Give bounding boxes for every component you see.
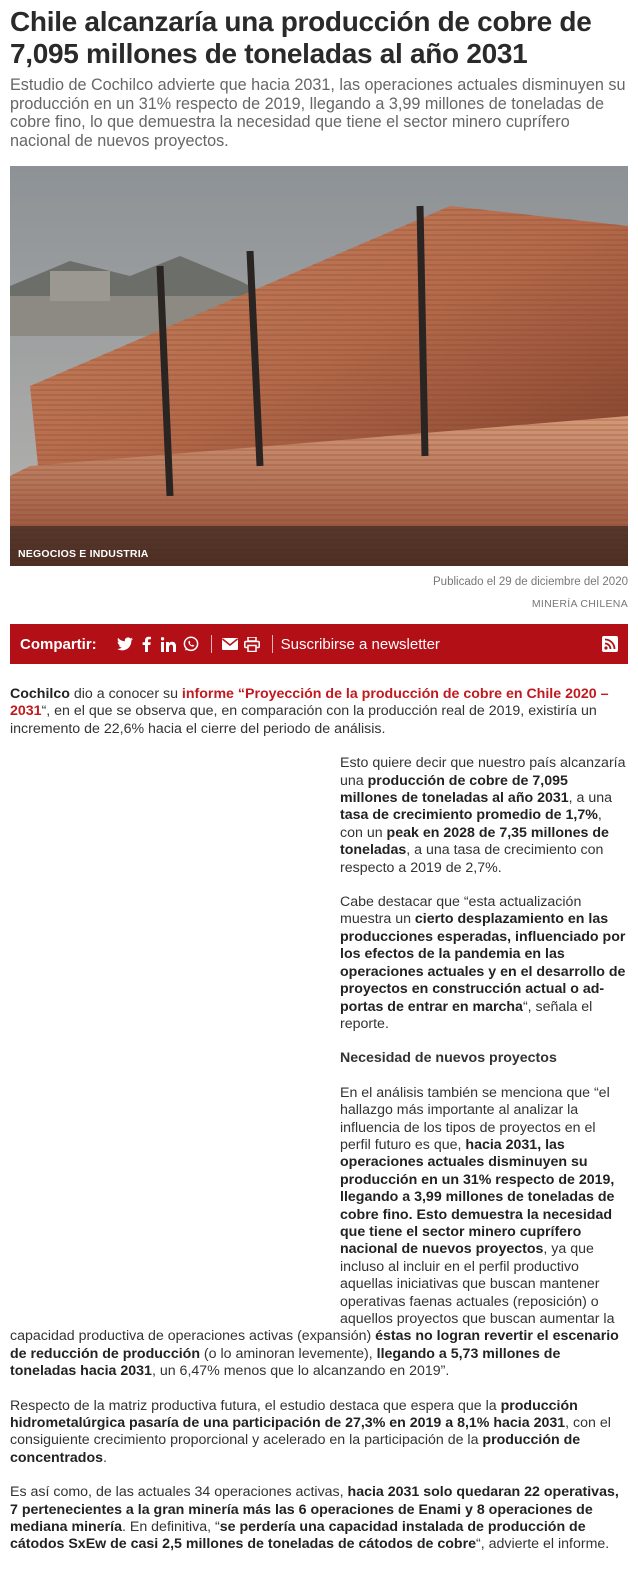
paragraph-1 bbox=[10, 686, 628, 738]
share-label: Compartir: bbox=[20, 635, 97, 653]
bold-span: hacia 2031, las operaciones actuales disminuyen su producción en un 31% respecto de 2019, llegando a 3,99 millones de toneladas de cobre fino. Esto demuestra la necesidad que tiene el sector minero cuprífero nacional de nuevos proyectos bbox=[340, 1136, 615, 1258]
text-span: , con un bbox=[340, 807, 602, 841]
report-link[interactable]: informe “Proyección de la producción de cobre en Chile 2020 – 2031 bbox=[10, 686, 609, 720]
article-lead: Estudio de Cochilco advierte que hacia 2031, las operaciones actuales disminuyen su producción en un 31% respecto de 2019, llegando a 3,99 millones de toneladas de cobre fino, lo que demuestra la necesidad que tiene el sector minero cuprífero nacional de nuevos proyectos. bbox=[10, 76, 626, 150]
text-span: (o lo aminoran levemente), bbox=[199, 1345, 377, 1362]
text-span: , un 6,47% menos que lo alcanzando en 2019”. bbox=[151, 1363, 450, 1380]
text-span: , a una bbox=[568, 790, 613, 807]
text-span: dio a conocer su bbox=[69, 686, 182, 702]
share-separator bbox=[272, 635, 273, 653]
paragraph-5 bbox=[10, 1398, 628, 1468]
text-span: Esto quiere decir que nuestro país alcanzaría una bbox=[340, 755, 626, 789]
text-span: Es así como, de las actuales 34 operaciones activas, bbox=[10, 1484, 348, 1501]
article-page bbox=[0, 6, 638, 1554]
text-span: Respecto de la matriz productiva futura, el estudio destaca que espera que la bbox=[10, 1397, 501, 1414]
bold-span: éstas no logran revertir el escenario de reducción de producción bbox=[10, 1328, 619, 1362]
text-span: . bbox=[103, 1449, 107, 1466]
bold-span: se perdería una capacidad instalada de producción de cátodos SxEw de casi 2,5 millones de toneladas de cátodos de cobre bbox=[10, 1519, 586, 1553]
share-bar bbox=[10, 624, 628, 664]
email-icon[interactable] bbox=[220, 634, 240, 654]
newsletter-link[interactable]: Suscribirse a newsletter bbox=[280, 635, 440, 653]
text-span: “, señala el reporte. bbox=[340, 998, 593, 1032]
bold-span: producción de cobre de 7,095 millones de toneladas al año 2031 bbox=[340, 772, 569, 807]
article-source: MINERÍA CHILENA bbox=[531, 598, 628, 610]
facebook-icon[interactable] bbox=[137, 634, 157, 654]
whatsapp-icon[interactable] bbox=[181, 634, 201, 654]
twitter-icon[interactable] bbox=[115, 634, 135, 654]
text-span: , ya que incluso al incluir en el perfil productivo aquellas iniciativas que buscan mantener operativas faenas actuales (reposición) o aquellos proyectos que buscan aumentar la capacidad productiva de operaciones activas (expansión) bbox=[10, 1241, 615, 1345]
text-span: En el análisis también se menciona que “el hallazgo más importante al analizar la influencia de los tipos de proyectos en el perfil futuro es que, bbox=[340, 1084, 610, 1153]
text-span: , con el consiguiente crecimiento proporcional y acelerado en la participación de la bbox=[10, 1415, 611, 1449]
ad-space bbox=[10, 755, 340, 1315]
text-span: “, advierte el informe. bbox=[475, 1536, 610, 1553]
bold-span: producción de concentrados bbox=[10, 1432, 581, 1466]
category-tag[interactable]: NEGOCIOS E INDUSTRIA bbox=[18, 548, 149, 560]
text-span: , a una tasa de crecimiento con respecto a 2019 de 2,7%. bbox=[340, 842, 604, 876]
bold-span: hacia 2031 solo quedaran 22 operativas, 7 pertenecientes a la gran minería más las 6 operaciones de Enami y 8 operaciones de mediana minería bbox=[10, 1484, 619, 1536]
published-date: Publicado el 29 de diciembre del 2020 bbox=[433, 576, 628, 588]
cochilco-name: Cochilco bbox=[10, 686, 70, 702]
text-span: . En definitiva, “ bbox=[121, 1519, 220, 1536]
print-icon[interactable] bbox=[242, 634, 262, 654]
rss-icon[interactable] bbox=[602, 636, 618, 657]
article-body bbox=[10, 686, 628, 1554]
paragraph-6 bbox=[10, 1484, 628, 1554]
text-span: “, en el que se observa que, en comparación con la producción real de 2019, existiría un incremento de 22,6% hacia el cierre del periodo de análisis. bbox=[10, 703, 597, 737]
article-title: Chile alcanzaría una producción de cobre de 7,095 millones de toneladas al año 2031 bbox=[10, 6, 592, 69]
hero-image bbox=[10, 166, 628, 566]
bold-span: peak en 2028 de 7,35 millones de toneladas bbox=[340, 824, 609, 859]
linkedin-icon[interactable] bbox=[159, 634, 179, 654]
share-separator bbox=[211, 635, 212, 653]
text-span: Cabe destacar que “esta actualización muestra un bbox=[340, 894, 582, 928]
article-meta bbox=[10, 574, 628, 612]
bold-span: cierto desplazamiento en las producciones esperadas, influenciado por los efectos de la pandemia en las operaciones actuales y en el desarrollo de proyectos en construcción actual o ad-portas de entrar en marcha bbox=[340, 911, 626, 1015]
bold-span: llegando a 5,73 millones de toneladas hacia 2031 bbox=[10, 1345, 561, 1380]
bold-span: producción hidrometalúrgica pasaría de una participación de 27,3% en 2019 a 8,1% hacia 2031 bbox=[10, 1397, 578, 1432]
section-subtitle: Necesidad de nuevos proyectos bbox=[340, 1050, 557, 1067]
bold-span: tasa de crecimiento promedio de 1,7% bbox=[340, 807, 598, 824]
copper-cathodes-photo bbox=[10, 166, 628, 566]
